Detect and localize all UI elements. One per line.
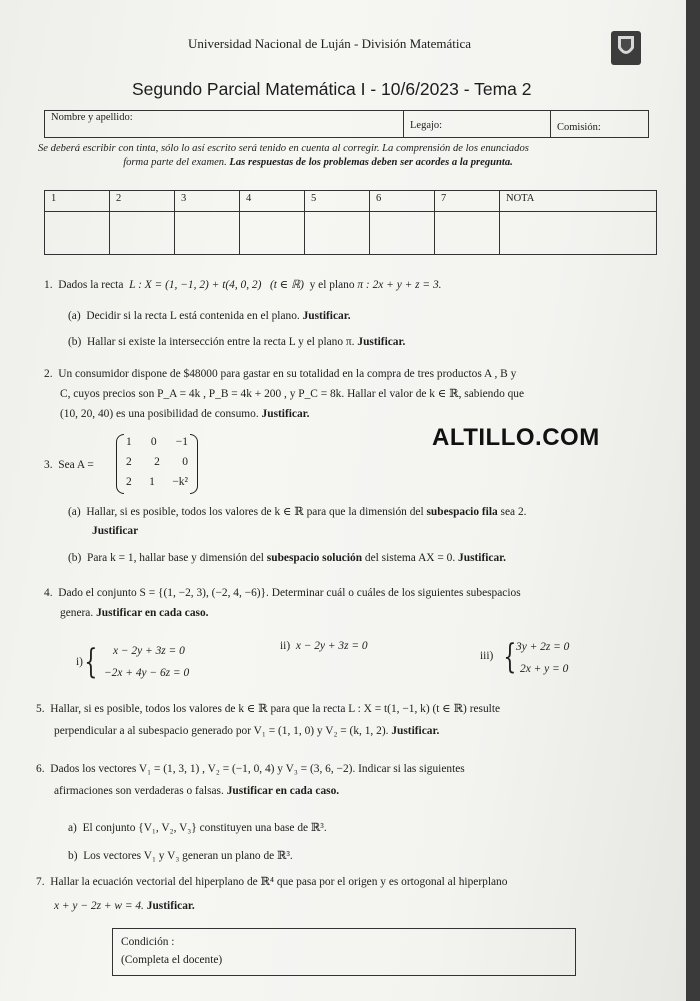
question-4: 4. Dado el conjunto S = {(1, −2, 3), (−2, 4, −6)}. Determinar cuál o cuáles de los siguientes subespacios genera. Justificar en cada caso. bbox=[44, 587, 521, 619]
system-ii: ii) x − 2y + 3z = 0 bbox=[280, 640, 368, 652]
question-6a: a) El conjunto {V₁, V₂, V₃} constituyen una base de ℝ³. bbox=[68, 822, 327, 834]
student-info-box bbox=[44, 110, 649, 138]
grade-header-nota: NOTA bbox=[500, 191, 657, 212]
question-6: 6. Dados los vectores V₁ = (1, 3, 1) , V₂ = (−1, 0, 4) y V₃ = (3, 6, −2). Indicar si las siguientes afirmaciones son verdaderas o falsas. Justificar en cada caso. bbox=[36, 763, 465, 797]
system-iii-label: iii) bbox=[480, 650, 494, 662]
grade-header: 4 bbox=[240, 191, 305, 212]
grade-cell bbox=[435, 212, 500, 255]
grade-header: 5 bbox=[305, 191, 370, 212]
grade-cell bbox=[110, 212, 175, 255]
grade-header: 2 bbox=[110, 191, 175, 212]
matrix-cell: 1 bbox=[126, 436, 132, 448]
instructions: Se deberá escribir con tinta, sólo lo así escrito será tenido en cuenta al corregir. La comprensión de los enunciados forma parte del examen. Las respuestas de los problemas deben ser acordes a la pregunta. bbox=[38, 143, 529, 168]
name-field: Nombre y apellido: bbox=[44, 110, 404, 138]
grade-header: 3 bbox=[175, 191, 240, 212]
grade-table bbox=[44, 190, 657, 255]
question-2: 2. Un consumidor dispone de $48000 para gastar en su totalidad en la compra de tres productos A , B y C, cuyos precios son P_A = 4k , P_B = 4k + 200 , y P_C = 8k. Hallar el valor de k ∈ ℝ, sabiendo que (10, 20, 40) es una posibilidad de consumo. Justificar. bbox=[44, 368, 525, 420]
grade-cell bbox=[500, 212, 657, 255]
matrix-cell: −k² bbox=[172, 476, 188, 488]
grade-header: 6 bbox=[370, 191, 435, 212]
matrix-cell: 0 bbox=[182, 456, 188, 468]
university-logo bbox=[610, 30, 642, 66]
grade-cell bbox=[175, 212, 240, 255]
altillo-watermark: ALTILLO.COM bbox=[432, 424, 600, 451]
matrix-cell: −1 bbox=[175, 436, 188, 448]
grade-cell bbox=[370, 212, 435, 255]
system-iii: 3y + 2z = 0 2x + y = 0 bbox=[516, 641, 570, 675]
grade-cell bbox=[240, 212, 305, 255]
system-i-brace: { bbox=[84, 642, 98, 682]
grade-cell bbox=[45, 212, 110, 255]
system-iii-brace: { bbox=[503, 637, 517, 677]
grade-header: 7 bbox=[435, 191, 500, 212]
comision-field: Comisión: bbox=[550, 110, 649, 138]
question-1a: (a) Decidir si la recta L está contenida en el plano. Justificar. bbox=[68, 310, 351, 322]
question-5: 5. Hallar, si es posible, todos los valores de k ∈ ℝ para que la recta L : X = t(1, −1, k) (t ∈ ℝ) resulte perpendicular a al subespacio generado por V₁ = (1, 1, 0) y V₂ = (k, 1, 2). Justificar. bbox=[36, 703, 501, 737]
question-3a: (a) Hallar, si es posible, todos los valores de k ∈ ℝ para que la dimensión del subespacio fila sea 2. Justificar bbox=[68, 506, 527, 537]
matrix-cell: 2 bbox=[126, 456, 132, 468]
question-3b: (b) Para k = 1, hallar base y dimensión del subespacio solución del sistema AX = 0. Justificar. bbox=[68, 552, 507, 564]
condition-box: Condición : (Completa el docente) bbox=[112, 928, 576, 976]
matrix-cell: 1 bbox=[149, 476, 155, 488]
question-6b: b) Los vectores V₁ y V₃ generan un plano de ℝ³. bbox=[68, 850, 293, 862]
matrix-cell: 2 bbox=[154, 456, 160, 468]
question-1b: (b) Hallar si existe la intersección entre la recta L y el plano π. Justificar. bbox=[68, 336, 406, 348]
system-i: x − 2y + 3z = 0 −2x + 4y − 6z = 0 bbox=[104, 645, 190, 679]
matrix-cell: 2 bbox=[126, 476, 132, 488]
matrix-cell: 0 bbox=[150, 436, 157, 448]
question-7: 7. Hallar la ecuación vectorial del hiperplano de ℝ⁴ que pasa por el origen y es ortogonal al hiperplano x + y − 2z + w = 4. Justificar. bbox=[36, 876, 508, 912]
university-header: Universidad Nacional de Luján - División Matemática bbox=[188, 36, 472, 51]
grade-cell bbox=[305, 212, 370, 255]
question-3: 3. Sea A = bbox=[44, 459, 94, 471]
system-i-label: i) bbox=[76, 656, 83, 668]
legajo-field: Legajo: bbox=[403, 110, 551, 138]
exam-title: Segundo Parcial Matemática I - 10/6/2023 - Tema 2 bbox=[132, 79, 532, 99]
background-edge bbox=[686, 0, 700, 1001]
grade-header: 1 bbox=[45, 191, 110, 212]
question-1: 1. Dados la recta L : X = (1, −1, 2) + t(4, 0, 2) (t ∈ ℝ) y el plano π : 2x + y + z = 3. bbox=[44, 279, 442, 291]
matrix-a bbox=[116, 434, 198, 496]
